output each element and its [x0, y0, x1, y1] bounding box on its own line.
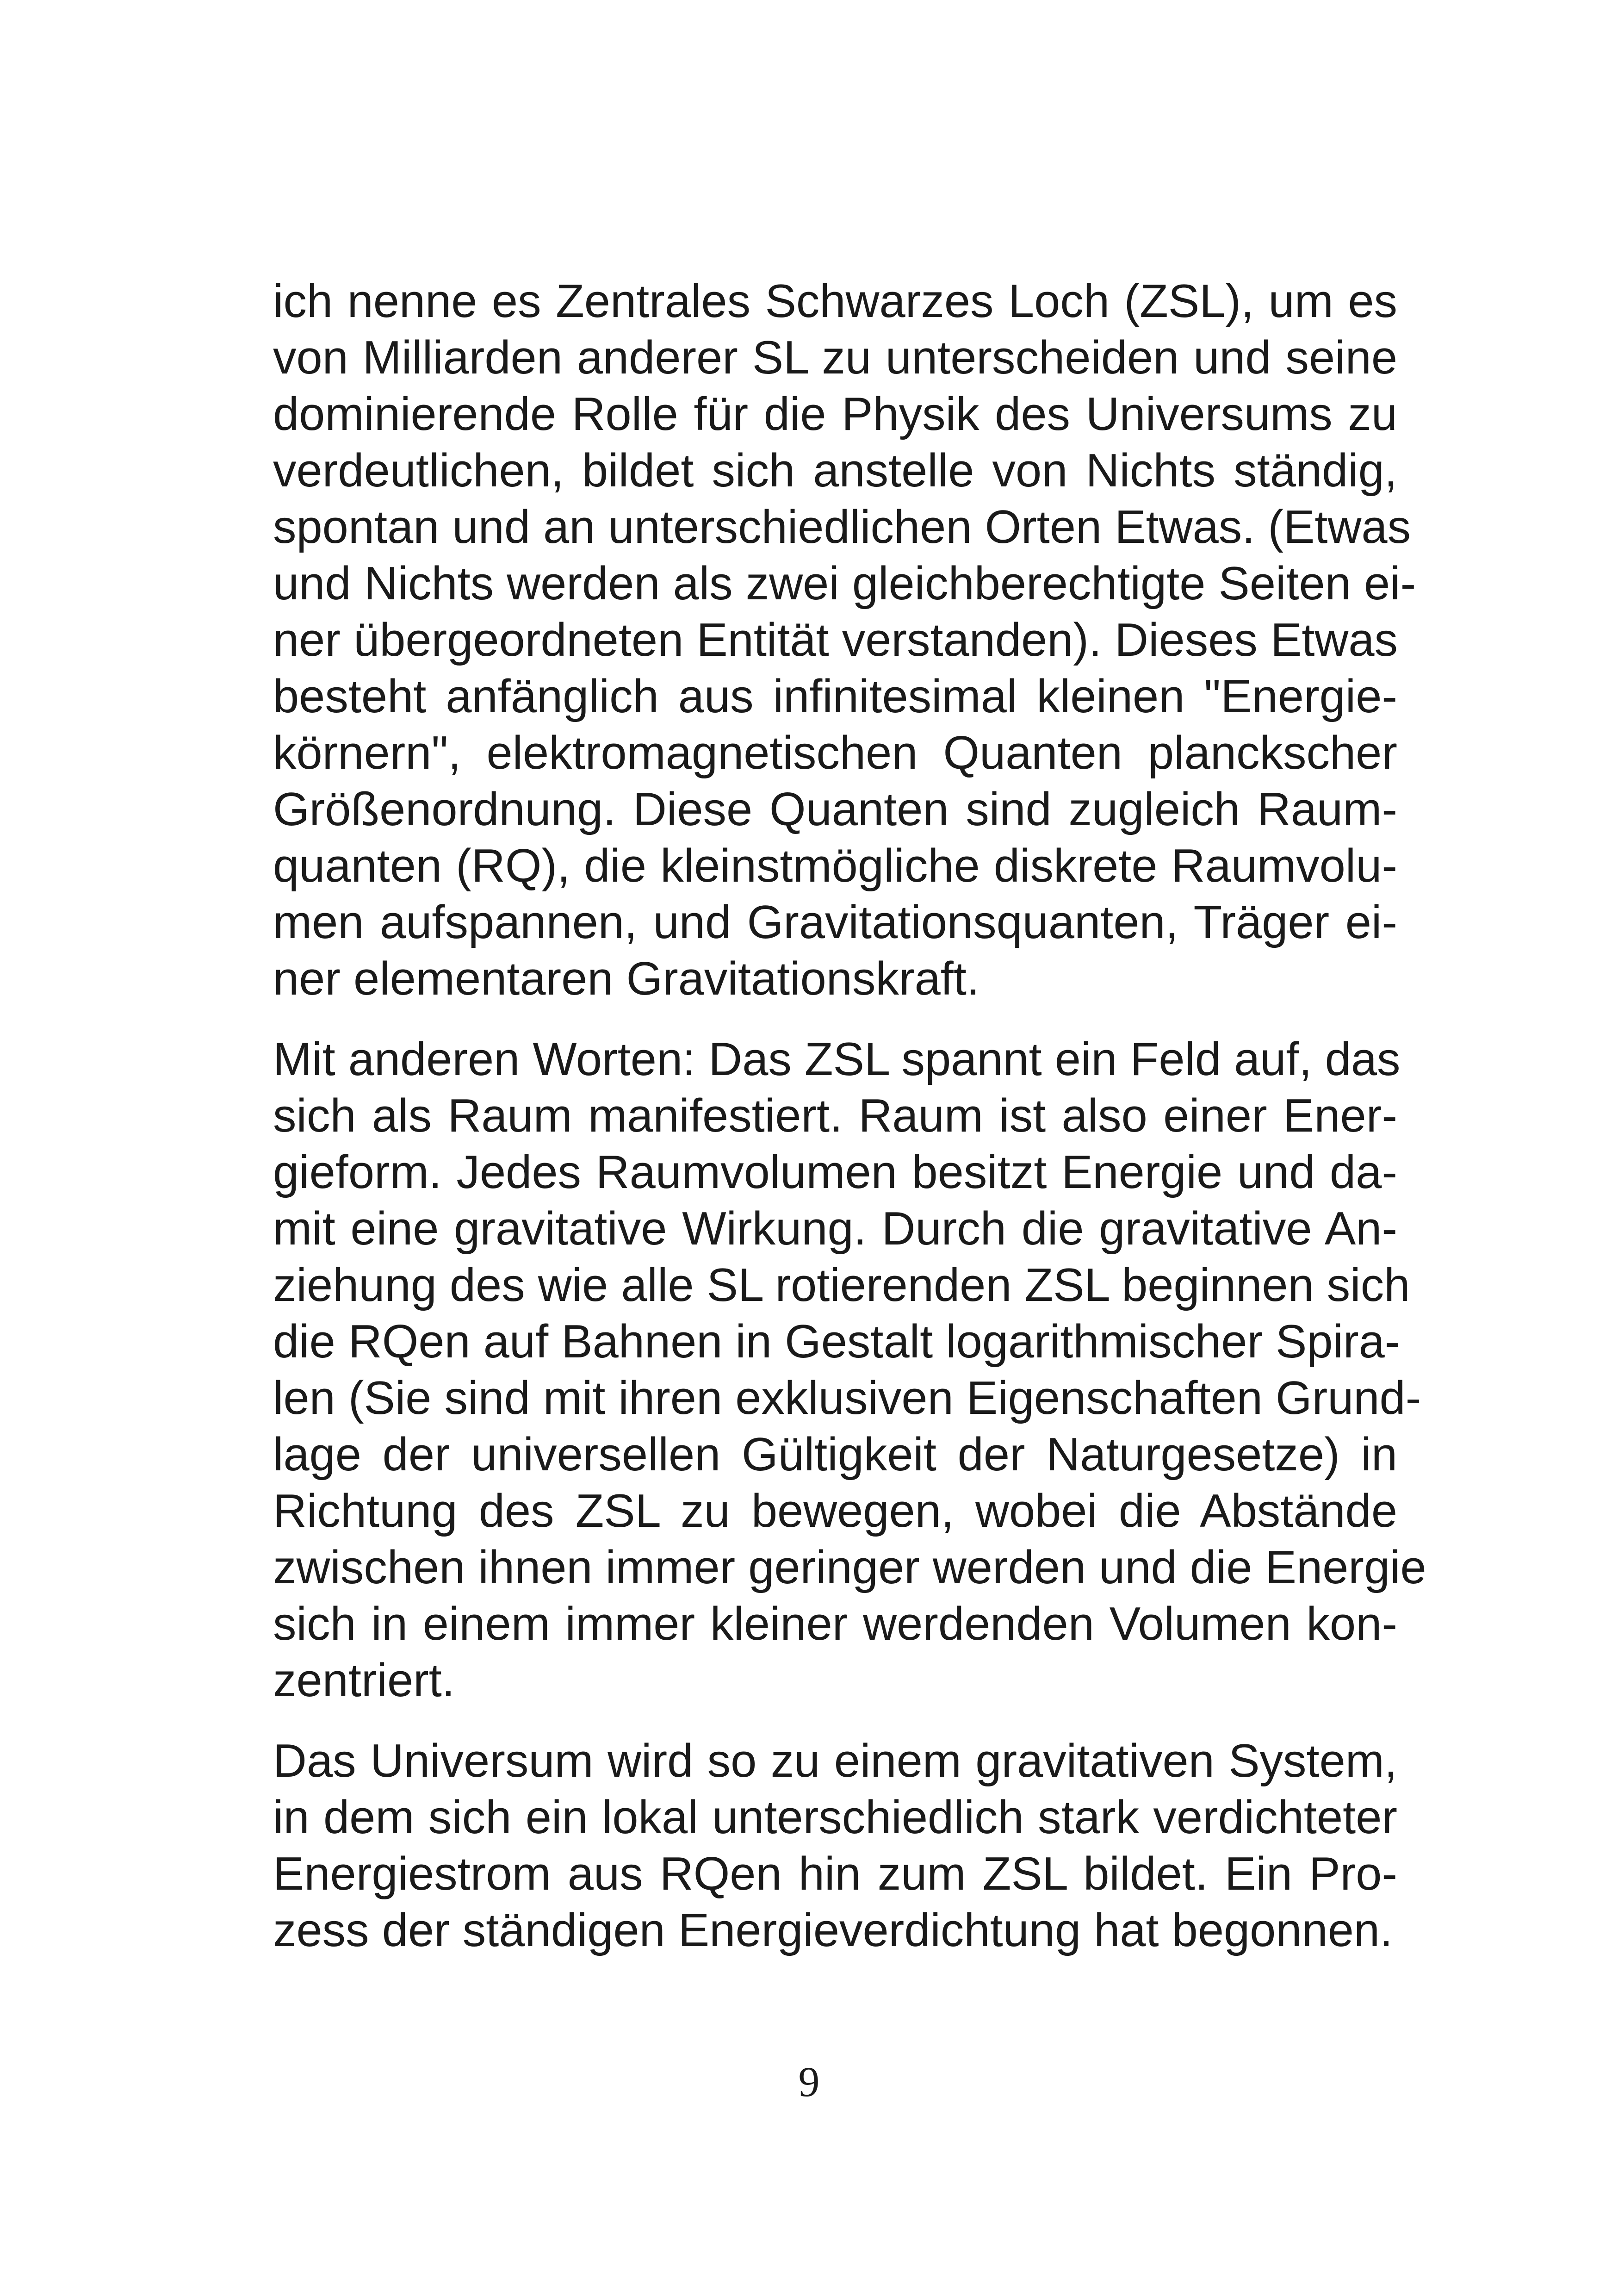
text-line: in dem sich ein lokal unterschiedlich stark verdichteter: [273, 1792, 1397, 1843]
text-line: spontan und an unterschiedlichen Orten Etwas. (Etwas: [273, 501, 1411, 553]
text-line: Größenordnung. Diese Quanten sind zugleich Raum-: [273, 784, 1397, 835]
text-line: lage der universellen Gültigkeit der Naturgesetze) in: [273, 1429, 1397, 1481]
text-line: sich als Raum manifestiert. Raum ist also einer Ener-: [273, 1090, 1397, 1142]
text-line: zentriert.: [273, 1655, 455, 1706]
text-line: sich in einem immer kleiner werdenden Volumen kon-: [273, 1598, 1397, 1650]
text-line: ich nenne es Zentrales Schwarzes Loch (ZSL), um es: [273, 275, 1397, 327]
text-line: die RQen auf Bahnen in Gestalt logarithmischer Spira-: [273, 1316, 1401, 1368]
text-line: quanten (RQ), die kleinstmögliche diskrete Raumvolu-: [273, 840, 1397, 892]
text-line: zwischen ihnen immer geringer werden und die Energie: [273, 1542, 1426, 1593]
text-line: mit eine gravitative Wirkung. Durch die gravitative An-: [273, 1203, 1397, 1255]
paragraph-2: [273, 1031, 1426, 1709]
paragraph-3: [273, 1733, 1397, 1959]
text-line: men aufspannen, und Gravitationsquanten, Träger ei-: [273, 896, 1397, 948]
text-line: dominierende Rolle für die Physik des Universums zu: [273, 388, 1397, 440]
text-line: Mit anderen Worten: Das ZSL spannt ein Feld auf, das: [273, 1033, 1401, 1085]
text-line: ziehung des wie alle SL rotierenden ZSL beginnen sich: [273, 1259, 1410, 1311]
text-line: körnern", elektromagnetischen Quanten planckscher: [273, 727, 1397, 779]
text-line: besteht anfänglich aus infinitesimal kleinen "Energie-: [273, 671, 1397, 722]
text-line: ner übergeordneten Entität verstanden). Dieses Etwas: [273, 614, 1398, 666]
text-line: Richtung des ZSL zu bewegen, wobei die Abstände: [273, 1485, 1397, 1537]
text-line: verdeutlichen, bildet sich anstelle von Nichts ständig,: [273, 445, 1397, 497]
text-line: len (Sie sind mit ihren exklusiven Eigenschaften Grund-: [273, 1372, 1421, 1424]
text-line: Das Universum wird so zu einem gravitativen System,: [273, 1735, 1397, 1787]
text-line: Energiestrom aus RQen hin zum ZSL bildet. Ein Pro-: [273, 1848, 1397, 1900]
text-line: und Nichts werden als zwei gleichberechtigte Seiten ei-: [273, 558, 1416, 610]
text-line: ner elementaren Gravitationskraft.: [273, 953, 979, 1005]
text-line: von Milliarden anderer SL zu unterscheiden und seine: [273, 332, 1397, 384]
text-line: zess der ständigen Energieverdichtung hat begonnen.: [273, 1904, 1393, 1956]
body-text: [273, 273, 1426, 1983]
page-number: 9: [798, 2058, 820, 2105]
text-line: gieform. Jedes Raumvolumen besitzt Energie und da-: [273, 1146, 1397, 1198]
paragraph-1: [273, 273, 1416, 1007]
